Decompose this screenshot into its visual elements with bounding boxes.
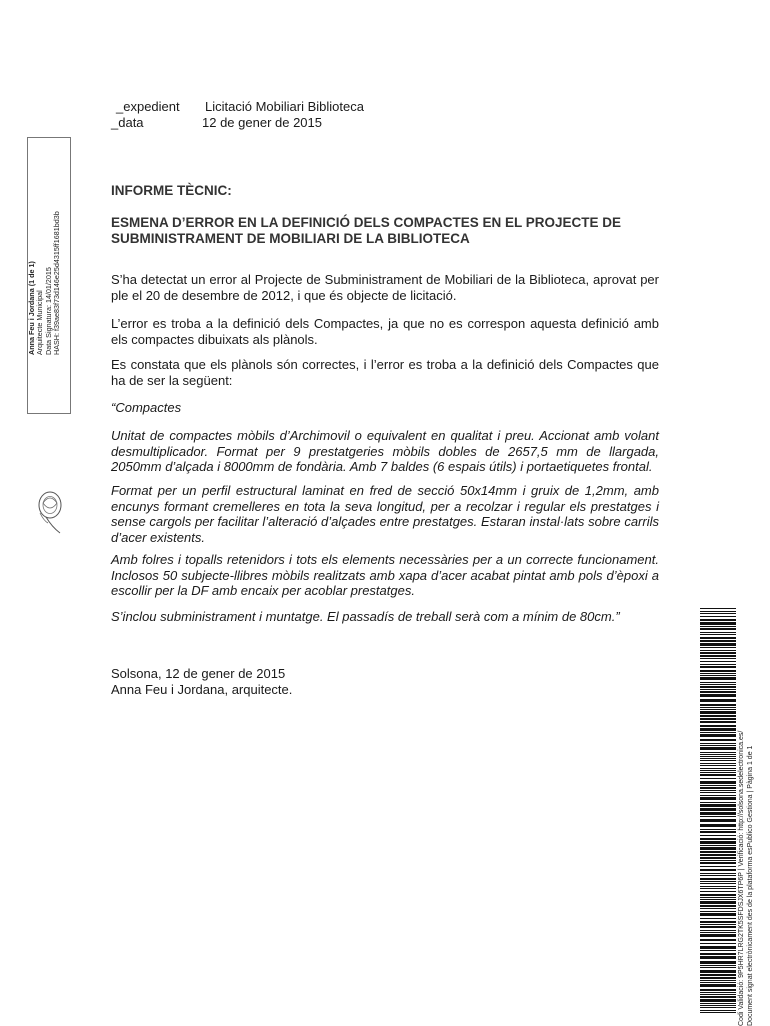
barcode-bar: [700, 626, 736, 627]
barcode-bar: [700, 926, 736, 928]
place-date: Solsona, 12 de gener de 2015: [111, 666, 286, 681]
barcode-bar: [700, 725, 736, 727]
barcode-bar: [700, 851, 736, 853]
barcode-bar: [700, 790, 736, 791]
barcode-bar: [700, 930, 736, 931]
barcode-bar: [700, 905, 736, 907]
barcode-bar: [700, 637, 736, 639]
stamp-signer: Anna Feu i Jordana (1 de 1): [27, 261, 36, 355]
barcode-bar: [700, 934, 736, 937]
barcode-bar: [700, 707, 736, 708]
barcode-bar: [700, 691, 736, 693]
barcode-bar: [700, 756, 736, 757]
barcode-bar: [700, 781, 736, 784]
barcode-bar: [700, 792, 736, 793]
barcode-bar: [700, 640, 736, 642]
barcode-bar: [700, 819, 736, 822]
barcode-bar: [700, 745, 736, 746]
barcode-bar: [700, 989, 736, 991]
barcode-bar: [700, 835, 736, 836]
barcode-bar: [700, 897, 736, 898]
barcode-bar: [700, 943, 736, 944]
barcode-bar: [700, 881, 736, 882]
barcode-bar: [700, 883, 736, 884]
barcode-bar: [700, 694, 736, 697]
barcode-bar: [700, 795, 736, 796]
signature-block: [111, 666, 292, 697]
barcode-bar: [700, 996, 736, 998]
barcode-bar: [700, 752, 736, 753]
barcode-bar: [700, 718, 736, 720]
barcode-bar: [700, 913, 736, 916]
barcode-bar: [700, 1010, 736, 1011]
barcode-bar: [700, 965, 736, 966]
barcode-bar: [700, 841, 736, 844]
expedient-value: Licitació Mobiliari Biblioteca: [205, 99, 364, 114]
barcode-bar: [700, 939, 736, 941]
data-label: _data: [111, 115, 144, 130]
barcode-bar: [700, 974, 736, 976]
barcode-bar: [700, 977, 736, 979]
barcode-bar: [700, 715, 736, 717]
barcode-bar: [700, 845, 736, 846]
barcode-bar: [700, 816, 736, 817]
barcode-bar: [700, 673, 736, 674]
barcode-bar: [700, 661, 736, 662]
verification-text: [737, 636, 761, 1026]
barcode-bar: [700, 770, 736, 771]
barcode-bar: [700, 829, 736, 830]
barcode-bar: [700, 970, 736, 973]
barcode-bar: [700, 891, 736, 892]
barcode-bar: [700, 721, 736, 723]
barcode-bar: [700, 908, 736, 909]
quote-heading: “Compactes: [111, 400, 182, 415]
barcode-bar: [700, 622, 736, 625]
expedient-label: _expedient: [116, 99, 180, 114]
barcode-bar: [700, 747, 736, 750]
barcode-bar: [700, 650, 736, 651]
barcode-bar: [700, 743, 736, 744]
barcode-bar: [700, 824, 736, 827]
barcode-bar: [700, 924, 736, 925]
quote-paragraph-4: S’inclou subministrament i muntatge. El passadís de treball serà com a mínim de 80cm.”: [111, 609, 620, 624]
barcode-bar: [700, 758, 736, 759]
quote-paragraph-1: Unitat de compactes mòbils d’Archimovil o equivalent en qualitat i preu. Accionat amb volant desmultiplicador. Format per 9 prestatgeries mòbils dobles de 2657,5 mm de llargada, 2050mm d’alçada i 8000mm de fondària. Amb 7 baldes (6 espais útils) i portaetiquetes frontal.: [111, 428, 659, 474]
barcode-bar: [700, 711, 736, 714]
barcode-bar: [700, 866, 736, 867]
barcode-bar: [700, 1012, 736, 1013]
barcode-bar: [700, 611, 736, 612]
barcode-bar: [700, 709, 736, 710]
barcode-bar: [700, 875, 736, 876]
barcode-bar: [700, 677, 736, 680]
barcode-bar: [700, 797, 736, 800]
barcode-bar: [700, 956, 736, 959]
barcode-bar: [700, 804, 736, 807]
stamp-hash: HASH: f39ae83f73d146e25d4315ff1681bd3b: [52, 211, 62, 355]
barcode-bar: [700, 732, 736, 733]
barcode-bar: [700, 860, 736, 861]
verification-code: Codi Validació: 9P5HR7LRG2TK5SFDSJX6TP6P | Verificació: http://solsona.sedelectronica.es/: [738, 730, 745, 1026]
stamp-role: Arquitecte Municipal: [35, 290, 45, 355]
barcode-bar: [700, 632, 736, 633]
barcode-bar: [700, 994, 736, 995]
municipal-seal-icon: [34, 483, 66, 539]
barcode-bar: [700, 802, 736, 803]
barcode-bar: [700, 967, 736, 968]
barcode-bar: [700, 857, 736, 859]
barcode-bar: [700, 984, 736, 987]
barcode-bar: [700, 675, 736, 676]
barcode-bar: [700, 921, 736, 923]
barcode-bar: [700, 734, 736, 737]
barcode-bar: [700, 760, 736, 761]
signer-name: Anna Feu i Jordana, arquitecte.: [111, 681, 293, 697]
barcode-bar: [700, 658, 736, 659]
barcode-bar: [700, 932, 736, 933]
barcode-bar: [700, 666, 736, 668]
barcode: [700, 608, 736, 1016]
barcode-bar: [700, 634, 736, 635]
barcode-bar: [700, 704, 736, 706]
barcode-bar: [700, 647, 736, 648]
barcode-bar: [700, 699, 736, 702]
barcode-bar: [700, 953, 736, 955]
barcode-bar: [700, 772, 736, 773]
barcode-bar: [700, 754, 736, 755]
barcode-bar: [700, 982, 736, 983]
barcode-bar: [700, 901, 736, 904]
barcode-bar: [700, 946, 736, 949]
barcode-bar: [700, 899, 736, 900]
barcode-bar: [700, 613, 736, 614]
barcode-bar: [700, 655, 736, 657]
barcode-bar: [700, 961, 736, 964]
paragraph-3: Es constata que els plànols són correctes, i l’error es troba a la definició dels Compactes que ha de ser la següent:: [111, 357, 659, 388]
barcode-bar: [700, 950, 736, 951]
barcode-bar: [700, 785, 736, 786]
barcode-bar: [700, 763, 736, 764]
barcode-bar: [700, 682, 736, 683]
barcode-bar: [700, 862, 736, 864]
stamp-date: Data Signatura: 14/01/2015: [43, 267, 53, 355]
barcode-bar: [700, 888, 736, 889]
barcode-bar: [700, 664, 736, 665]
barcode-bar: [700, 739, 736, 741]
barcode-bar: [700, 616, 736, 617]
barcode-bar: [700, 812, 736, 815]
barcode-bar: [700, 628, 736, 630]
barcode-bar: [700, 980, 736, 981]
barcode-bar: [700, 652, 736, 654]
barcode-bar: [700, 787, 736, 789]
barcode-bar: [700, 999, 736, 1002]
barcode-bar: [700, 992, 736, 993]
barcode-bar: [700, 1007, 736, 1008]
stamp-text: [28, 135, 72, 415]
verification-platform: Document signat electrònicament des de la plataforma esPublico Gestiona | Pàgina 1 de 1: [747, 745, 754, 1026]
signature-stamp: [27, 137, 71, 414]
barcode-bar: [700, 774, 736, 776]
report-subtitle: ESMENA D’ERROR EN LA DEFINICIÓ DELS COMPACTES EN EL PROJECTE DE SUBMINISTRAMENT DE MOBILIARI DE LA BIBLIOTECA: [111, 215, 622, 246]
barcode-bar: [700, 728, 736, 731]
paragraph-1: S’ha detectat un error al Projecte de Subministrament de Mobiliari de la Biblioteca, aprovat per ple el 20 de desembre de 2012, i que és objecte de licitació.: [111, 272, 659, 303]
barcode-bar: [700, 918, 736, 919]
barcode-bar: [700, 778, 736, 779]
barcode-bar: [700, 869, 736, 871]
barcode-bar: [700, 670, 736, 672]
barcode-bar: [700, 686, 736, 688]
barcode-bar: [700, 808, 736, 811]
barcode-bar: [700, 619, 736, 621]
barcode-bar: [700, 838, 736, 840]
quote-paragraph-2: Format per un perfil estructural laminat en fred de secció 50x14mm i gruix de 1,2mm, amb encunys formant cremelleres en tota la seva longitud, per a recolzar i regular els prestatges i sense cargols per facilitar l’alteració d’alçades entre prestatges. Estaran instal·lats sobre carrils d’acer existents.: [111, 483, 659, 545]
barcode-bar: [700, 1005, 736, 1006]
barcode-bar: [700, 894, 736, 896]
barcode-bar: [700, 854, 736, 856]
barcode-bar: [700, 886, 736, 887]
barcode-bar: [700, 765, 736, 766]
barcode-bar: [700, 643, 736, 646]
barcode-bar: [700, 1003, 736, 1004]
quote-paragraph-3: Amb folres i topalls retenidors i tots els elements necessàries per a un correcte funcionament. Inclosos 50 subjecte-llibres mòbils realitzats amb xapa d’acer acabat pintat amb pols d’èpoxi a escollir per la DF amb encaix per acoblar prestatges.: [111, 552, 659, 598]
barcode-bar: [700, 689, 736, 690]
data-value: 12 de gener de 2015: [202, 115, 322, 130]
barcode-bar: [700, 878, 736, 880]
barcode-bar: [700, 608, 736, 609]
barcode-bar: [700, 768, 736, 769]
report-title: INFORME TÈCNIC:: [111, 183, 232, 198]
barcode-bar: [700, 911, 736, 912]
barcode-bar: [700, 847, 736, 850]
barcode-bar: [700, 831, 736, 833]
barcode-bar: [700, 873, 736, 874]
paragraph-2: L’error es troba a la definició dels Compactes, ja que no es correspon aquesta definició amb els compactes dibuixats als plànols.: [111, 316, 659, 347]
barcode-bar: [700, 684, 736, 685]
